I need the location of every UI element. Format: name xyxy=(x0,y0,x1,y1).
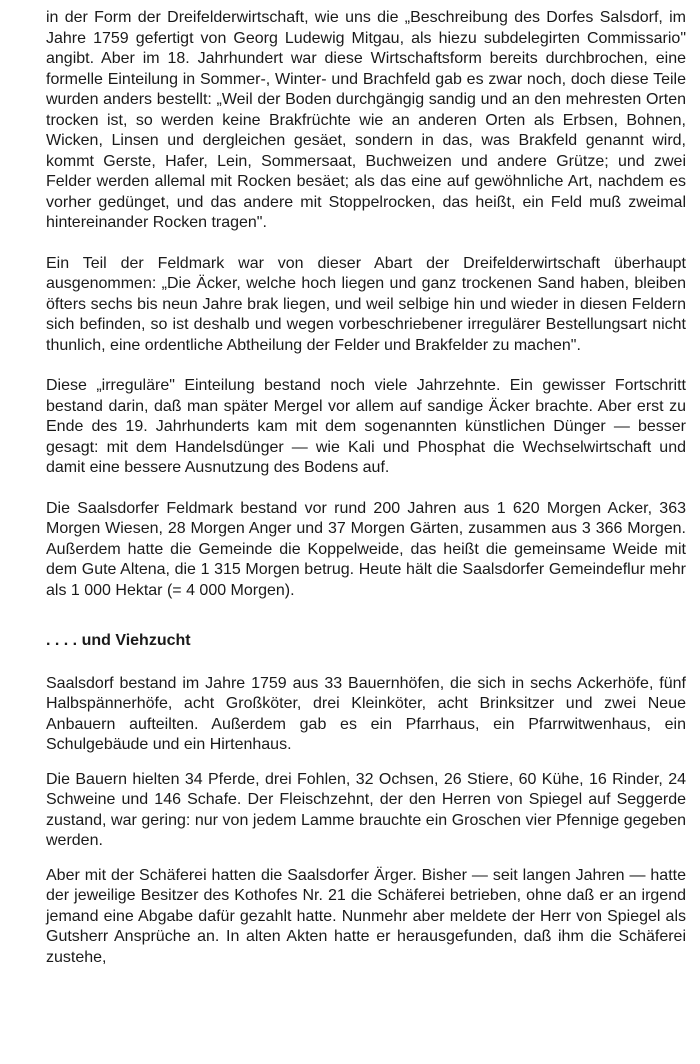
document-page xyxy=(46,8,686,982)
paragraph-dreifelderwirtschaft: in der Form der Dreifelderwirtschaft, wie uns die „Beschreibung des Dorfes Salsdorf, im Jahre 1759 gefertigt von Georg Ludewig Mitgau, als hiezu subdelegirten Commissario" angibt. Aber im 18. Jahrhundert war diese Wirtschaftsform bereits durchbrochen, eine formelle Einteilung in Sommer-, Winter- und Brachfeld gab es zwar noch, doch diese Teile wurden anders bestellt: „Weil der Boden durchgängig sandig und an den mehresten Orten trocken ist, so werden keine Brakfrüchte wie an anderen Orten als Erbsen, Bohnen, Wicken, Linsen und dergleichen gesäet, sondern in das, was Brakfeld genannt wird, kommt Gerste, Hafer, Lein, Sommersaat, Buchweizen und andere Grütze; und zwei Felder werden allemal mit Rocken besäet; als das eine auf gewöhnliche Art, nachdem es vorher gedünget, und das andere mit Stoppelrocken, das heißt, ein Feld muß zweimal hintereinander Rocken tragen". xyxy=(46,9,686,231)
paragraph-schaeferei: Aber mit der Schäferei hatten die Saalsdorfer Ärger. Bisher — seit langen Jahren — hatte der jeweilige Besitzer des Kothofes Nr. 21 die Schäferei betrieben, ohne daß er an irgend jemand eine Abgabe dafür gezahlt hatte. Nunmehr aber meldete der Herr von Spiegel als Gutsherr Ansprüche an. In alten Akten hatte er herausgefunden, daß ihm die Schäferei zustehe, xyxy=(46,866,686,966)
section-heading-viehzucht: . . . . und Viehzucht xyxy=(46,632,191,649)
paragraph-viehbestand: Die Bauern hielten 34 Pferde, drei Fohlen, 32 Ochsen, 26 Stiere, 60 Kühe, 16 Rinder, 24 Schweine und 146 Schafe. Der Fleischzehnt, der den Herren von Spiegel auf Seggerde zustand, war gering: nur von jedem Lamme brauchte ein Groschen vier Pfennige gegeben werden. xyxy=(46,770,686,849)
paragraph-feldmark-groesse: Die Saalsdorfer Feldmark bestand vor rund 200 Jahren aus 1 620 Morgen Acker, 363 Morgen Wiesen, 28 Morgen Anger und 37 Morgen Gärten, zusammen aus 3 366 Morgen. Außerdem hatte die Gemeinde die Koppelweide, das heißt die gemeinsame Weide mit dem Gute Altena, die 1 315 Morgen betrug. Heute hält die Saalsdorfer Gemeindeflur mehr als 1 000 Hektar (= 4 000 Morgen). xyxy=(46,499,686,599)
paragraph-bauernhoefe: Saalsdorf bestand im Jahre 1759 aus 33 Bauernhöfen, die sich in sechs Ackerhöfe, fünf Halbspännerhöfe, acht Großköter, drei Kleinköter, acht Brinksitzer und zwei Neue Anbauern aufteilten. Außerdem gab es ein Pfarrhaus, ein Pfarrwitwenhaus, ein Schulgebäude und ein Hirtenhaus. xyxy=(46,674,686,753)
paragraph-irregulaere-einteilung: Diese „irreguläre" Einteilung bestand noch viele Jahrzehnte. Ein gewisser Fortschritt bestand darin, daß man später Mergel vor allem auf sandige Äcker brachte. Aber erst zu Ende des 19. Jahrhunderts kam mit dem sogenannten künstlichen Dünger — besser gesagt: mit dem Handelsdünger — wie Kali und Phosphat die Wechselwirtschaft und damit eine bessere Ausnutzung des Bodens auf. xyxy=(46,377,686,476)
paragraph-feldmark-ausnahme: Ein Teil der Feldmark war von dieser Abart der Dreifelderwirtschaft überhaupt ausgenommen: „Die Äcker, welche hoch liegen und ganz trockenen Sand haben, bleiben öfters sechs bis neun Jahre brak liegen, und weil selbige hin und wieder in diesen Feldern sich befinden, so ist deshalb und wegen vorbeschriebener irregulärer Bestellungsart nicht thunlich, eine ordentliche Abtheilung der Felder und Brakfelder zu machen". xyxy=(46,254,686,354)
